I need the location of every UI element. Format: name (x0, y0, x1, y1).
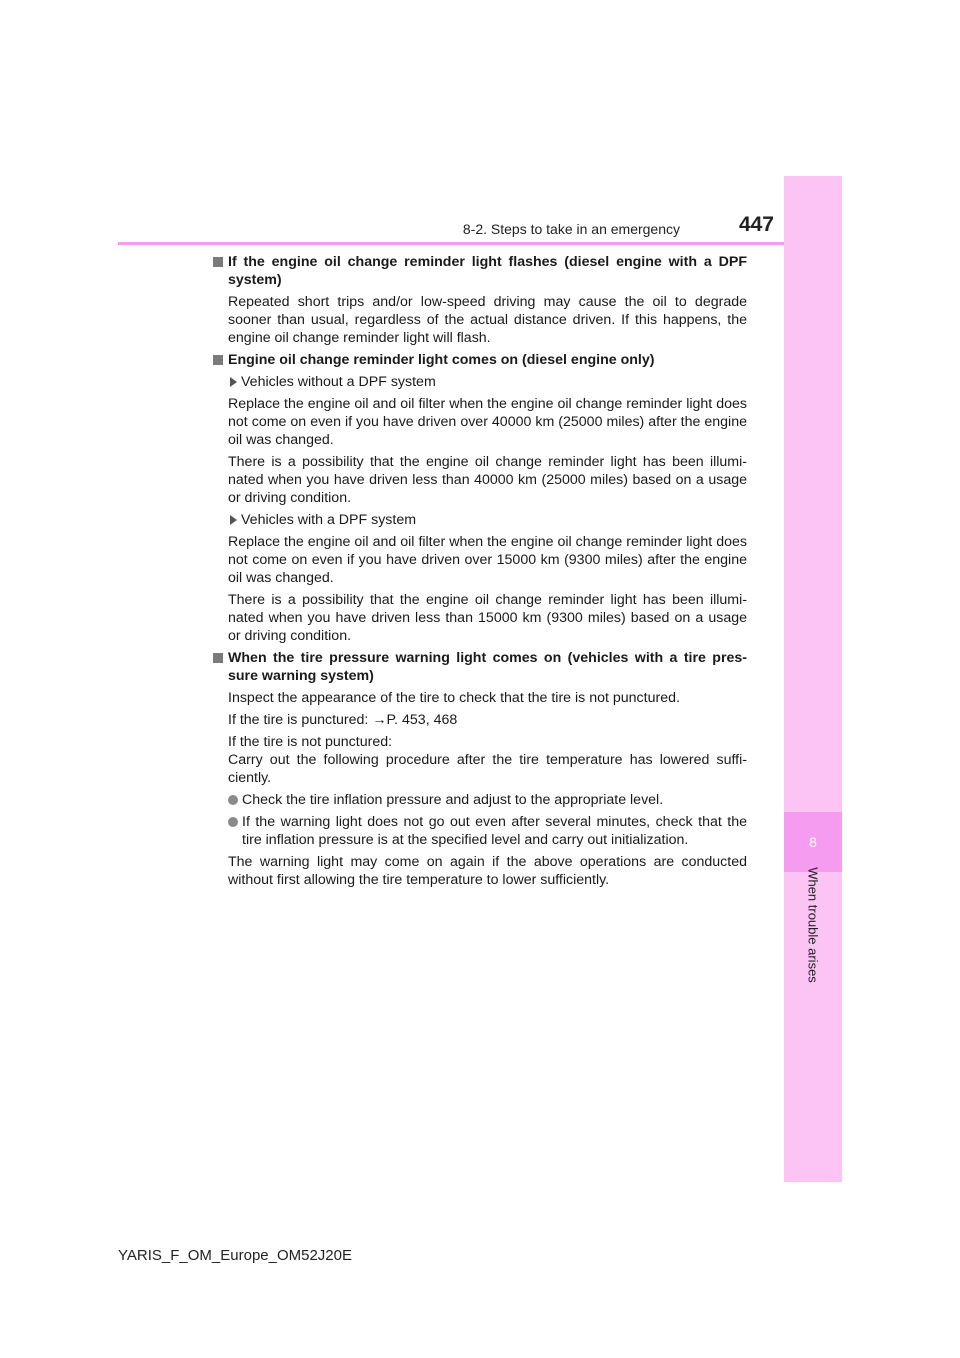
paragraph: Replace the engine oil and oil filter when the engine oil change reminder light does not come on even if you have driven over 15000 km (9300 miles) after the engine oil was changed. (228, 534, 747, 586)
triangle-marker-icon (230, 377, 237, 387)
sub-heading (228, 373, 747, 391)
square-bullet-icon (213, 653, 223, 663)
page-content (212, 253, 747, 893)
paragraph-line: If the tire is not punctured: (228, 734, 393, 750)
circle-bullet-icon (228, 795, 238, 805)
section-heading-text: If the engine oil change reminder light flashes (diesel engine with a DPF system) (228, 254, 747, 288)
list-item (228, 791, 747, 809)
paragraph (228, 733, 747, 787)
paragraph: The warning light may come on again if the above operations are conducted without first allowing the tire temperature to lower sufficiently. (228, 854, 747, 888)
circle-bullet-icon (228, 817, 238, 827)
list-item-text: If the warning light does not go out even after several minutes, check that the tire inflation pressure is at the specified level and carry out initialization. (242, 814, 747, 848)
sub-heading-text: Vehicles with a DPF system (241, 512, 417, 528)
list-item (228, 813, 747, 849)
sub-heading (228, 511, 747, 529)
section-heading-text: Engine oil change reminder light comes on (diesel engine only) (228, 352, 655, 368)
chapter-number: 8 (809, 834, 817, 850)
chapter-number-box (784, 812, 842, 872)
paragraph-line: Carry out the following procedure after the tire temperature has lowered suffi- ciently. (228, 752, 747, 786)
section-heading-text: When the tire pressure warning light comes on (vehicles with a tire pres- sure warning system) (228, 650, 747, 684)
sub-heading-text: Vehicles without a DPF system (241, 374, 436, 390)
paragraph: There is a possibility that the engine oil change reminder light has been illumi- nated when you have driven less than 15000 km (9300 miles) based on a usage or driving condition. (228, 592, 747, 644)
triangle-marker-icon (230, 515, 237, 525)
section-heading (212, 253, 747, 289)
header-divider (118, 242, 784, 245)
page-number: 447 (738, 213, 774, 236)
document-id: YARIS_F_OM_Europe_OM52J20E (118, 1247, 353, 1264)
paragraph: Inspect the appearance of the tire to check that the tire is not punctured. (228, 690, 680, 706)
paragraph: Repeated short trips and/or low-speed driving may cause the oil to degrade sooner than usual, regardless of the actual distance driven. If this happens, the engine oil change reminder light will flash. (228, 294, 747, 346)
paragraph: There is a possibility that the engine oil change reminder light has been illumi- nated when you have driven less than 40000 km (25000 miles) based on a usage or driving condition. (228, 454, 747, 506)
square-bullet-icon (213, 355, 223, 365)
section-heading (212, 649, 747, 685)
list-item-text: Check the tire inflation pressure and adjust to the appropriate level. (242, 792, 664, 808)
page-reference: If the tire is punctured: →P. 453, 468 (228, 712, 458, 728)
section-heading (212, 351, 747, 369)
paragraph: Replace the engine oil and oil filter when the engine oil change reminder light does not come on even if you have driven over 40000 km (25000 miles) after the engine oil was changed. (228, 396, 747, 448)
square-bullet-icon (213, 257, 223, 267)
section-title: 8-2. Steps to take in an emergency (462, 221, 680, 237)
chapter-title: When trouble arises (805, 867, 821, 983)
chapter-side-tab (784, 176, 842, 1182)
